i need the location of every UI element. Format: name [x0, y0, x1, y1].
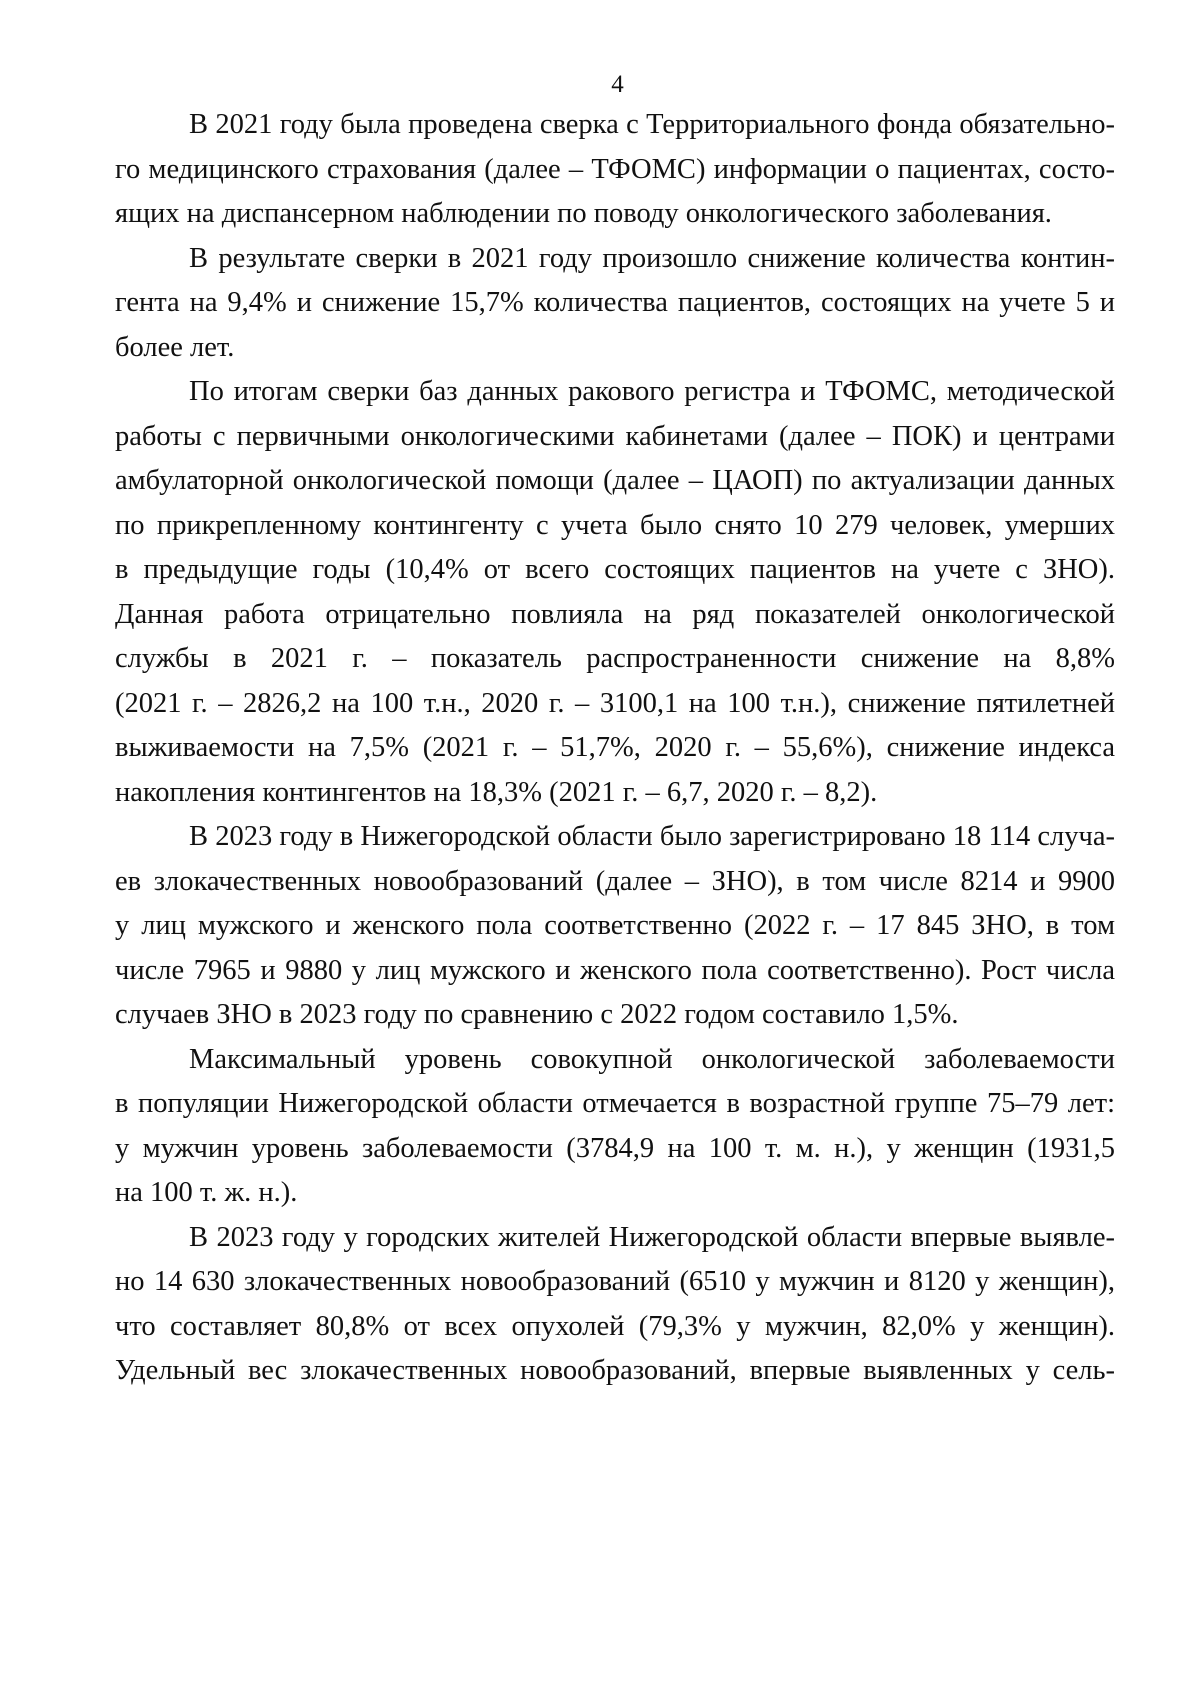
paragraph-3-line-1: По итогам сверки баз данных ракового регистра и ТФОМС, методической	[189, 376, 1115, 407]
paragraph-2-line-2: гента на 9,4% и снижение 15,7% количества пациентов, состоящих на учете 5 и	[115, 287, 1115, 318]
paragraph-4-line-2: ев злокачественных новообразований (далее – ЗНО), в том числе 8214 и 9900	[115, 866, 1115, 897]
paragraph-1-line-1: В 2021 году была проведена сверка с Территориального фонда обязательно-	[189, 109, 1115, 140]
paragraph-3-line-2: работы с первичными онкологическими кабинетами (далее – ПОК) и центрами	[115, 421, 1115, 452]
paragraph-3-line-7: службы в 2021 г. – показатель распространенности снижение на 8,8%	[115, 643, 1115, 674]
paragraph-3-line-9: выживаемости на 7,5% (2021 г. – 51,7%, 2020 г. – 55,6%), снижение индекса	[115, 732, 1115, 763]
paragraph-4-line-4: числе 7965 и 9880 у лиц мужского и женского пола соответственно). Рост числа	[115, 955, 1115, 986]
paragraph-2-line-3: более лет.	[115, 332, 235, 363]
paragraph-6-line-4: Удельный вес злокачественных новообразований, впервые выявленных у сель-	[115, 1355, 1115, 1386]
paragraph-3-line-4: по прикрепленному контингенту с учета было снято 10 279 человек, умерших	[115, 510, 1115, 541]
paragraph-3-line-10: накопления контингентов на 18,3% (2021 г. – 6,7, 2020 г. – 8,2).	[115, 777, 878, 808]
paragraph-6-line-3: что составляет 80,8% от всех опухолей (79,3% у мужчин, 82,0% у женщин).	[115, 1311, 1115, 1342]
paragraph-4-line-3: у лиц мужского и женского пола соответственно (2022 г. – 17 845 ЗНО, в том	[115, 910, 1115, 941]
paragraph-3-line-8: (2021 г. – 2826,2 на 100 т.н., 2020 г. – 3100,1 на 100 т.н.), снижение пятилетней	[115, 688, 1115, 719]
paragraph-4-line-1: В 2023 году в Нижегородской области было зарегистрировано 18 114 случа-	[189, 821, 1115, 852]
paragraph-1-line-2: го медицинского страхования (далее – ТФОМС) информации о пациентах, состо-	[115, 154, 1115, 185]
paragraph-5-line-4: на 100 т. ж. н.).	[115, 1177, 298, 1208]
paragraph-5-line-1: Максимальный уровень совокупной онкологической заболеваемости	[189, 1044, 1115, 1075]
paragraph-3-line-3: амбулаторной онкологической помощи (далее – ЦАОП) по актуализации данных	[115, 465, 1115, 496]
paragraph-5-line-3: у мужчин уровень заболеваемости (3784,9 на 100 т. м. н.), у женщин (1931,5	[115, 1133, 1115, 1164]
paragraph-3-line-5: в предыдущие годы (10,4% от всего состоящих пациентов на учете с ЗНО).	[115, 554, 1115, 585]
page-number: 4	[611, 71, 624, 98]
paragraph-4-line-5: случаев ЗНО в 2023 году по сравнению с 2022 годом составило 1,5%.	[115, 999, 959, 1030]
paragraph-2-line-1: В результате сверки в 2021 году произошло снижение количества контин-	[189, 243, 1115, 274]
paragraph-1-line-3: ящих на диспансерном наблюдении по поводу онкологического заболевания.	[115, 198, 1052, 229]
paragraph-3-line-6: Данная работа отрицательно повлияла на ряд показателей онкологической	[115, 599, 1115, 630]
paragraph-6-line-1: В 2023 году у городских жителей Нижегородской области впервые выявле-	[189, 1222, 1115, 1253]
paragraph-6-line-2: но 14 630 злокачественных новообразований (6510 у мужчин и 8120 у женщин),	[115, 1266, 1115, 1297]
paragraph-5-line-2: в популяции Нижегородской области отмечается в возрастной группе 75–79 лет:	[115, 1088, 1115, 1119]
